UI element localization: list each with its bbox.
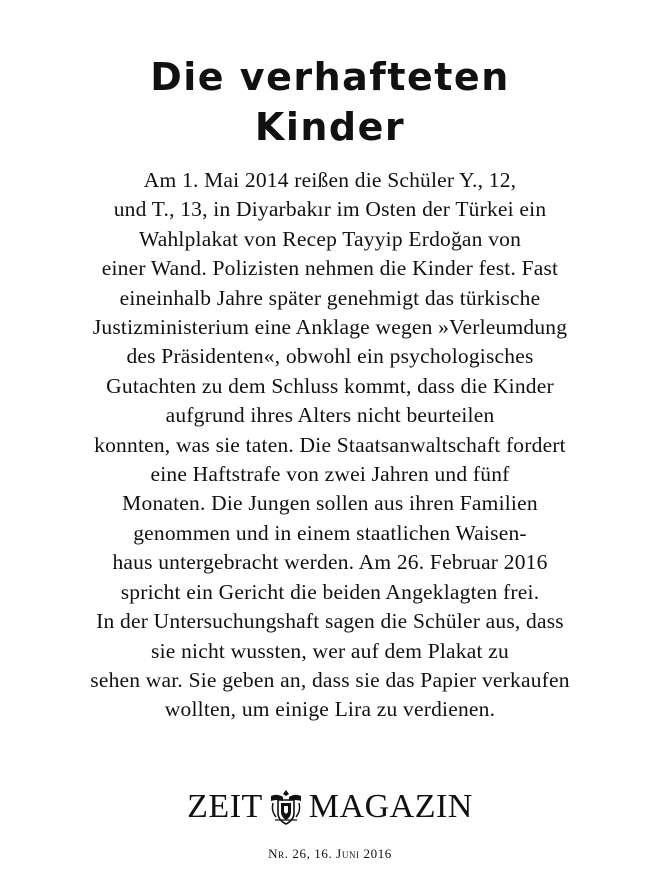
- article-body: [20, 166, 640, 725]
- coat-of-arms-icon: [267, 787, 305, 827]
- body-line: sie nicht wussten, wer auf dem Plakat zu: [151, 638, 509, 663]
- body-line: Wahlplakat von Recep Tayyip Erdoğan von: [138, 226, 522, 251]
- headline-line-2: Kinder: [254, 105, 406, 149]
- body-line: sehen war. Sie geben an, dass sie das Papier verkaufen: [90, 667, 570, 692]
- body-line: einer Wand. Polizisten nehmen die Kinder fest. Fast: [101, 256, 559, 281]
- body-line: aufgrund ihres Alters nicht beurteilen: [165, 403, 495, 428]
- body-line: spricht ein Gericht die beiden Angeklagten frei.: [120, 579, 540, 604]
- body-line: haus untergebracht werden. Am 26. Februar 2016: [112, 550, 548, 575]
- body-line: konnten, was sie taten. Die Staatsanwaltschaft fordert: [94, 432, 566, 457]
- body-line: Am 1. Mai 2014 reißen die Schüler Y., 12,: [143, 168, 517, 192]
- body-line: eineinhalb Jahre später genehmigt das türkische: [119, 285, 541, 310]
- body-line: Monaten. Die Jungen sollen aus ihren Familien: [122, 491, 538, 516]
- logo-word-magazin: MAGAZIN: [308, 788, 473, 825]
- body-line: Gutachten zu dem Schluss kommt, dass die Kinder: [106, 373, 554, 398]
- issue-line: Nr. 26, 16. Juni 2016: [268, 846, 392, 861]
- body-line: und T., 13, in Diyarbakır im Osten der Türkei ein: [113, 197, 547, 222]
- body-line: genommen und in einem staatlichen Waisen-: [133, 520, 527, 545]
- headline: [0, 52, 660, 152]
- body-line: Justizministerium eine Anklage wegen »Verleumdung: [92, 315, 568, 340]
- zeit-magazin-logo: [0, 785, 660, 829]
- logo-word-zeit: ZEIT: [187, 788, 263, 825]
- body-line: In der Untersuchungshaft sagen die Schüler aus, dass: [96, 609, 564, 634]
- headline-line-1: Die verhafteten: [150, 55, 510, 99]
- body-line: eine Haftstrafe von zwei Jahren und fünf: [150, 462, 510, 487]
- body-line: des Präsidenten«, obwohl ein psychologisches: [126, 344, 534, 369]
- body-line: wollten, um einige Lira zu verdienen.: [164, 697, 496, 722]
